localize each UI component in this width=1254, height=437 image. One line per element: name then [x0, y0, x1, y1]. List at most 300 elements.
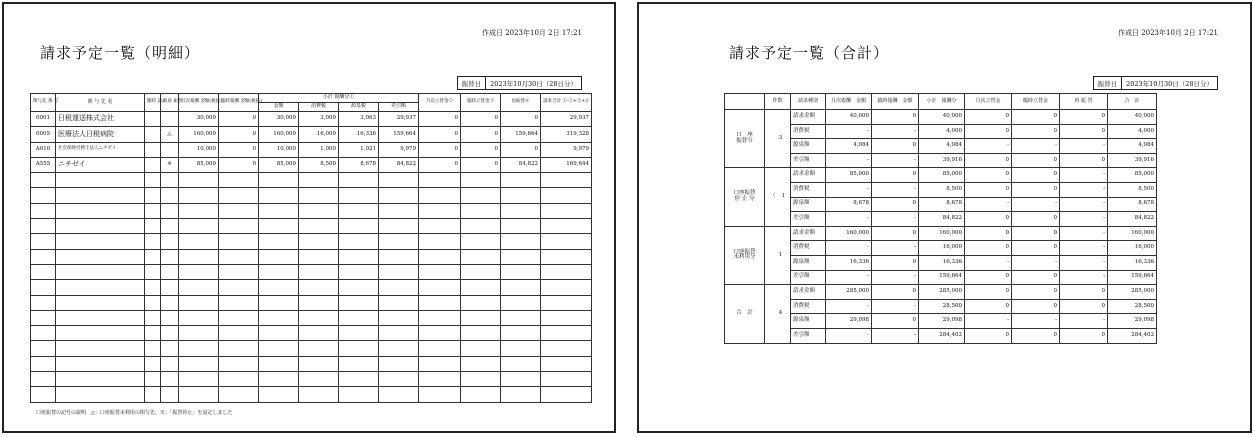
temp-advance-cell — [461, 203, 501, 218]
empty-row — [31, 219, 592, 234]
type-cell: 請求金額 — [791, 110, 826, 125]
empty-row — [31, 326, 592, 341]
monthly-fee-cell — [179, 280, 219, 295]
monthly-advance-cell: 0 — [965, 110, 1012, 125]
name-cell: ニチゼイ — [56, 157, 145, 172]
total-cell: 29,098 — [1108, 314, 1157, 329]
transfer-mark-cell — [161, 173, 179, 188]
code-cell: 0005 — [31, 127, 56, 142]
code-cell: A555 — [31, 157, 56, 172]
temp-advance-cell: 0 — [1012, 182, 1060, 197]
re-transfer-cell: - — [1060, 241, 1108, 256]
monthly-cell: 16,336 — [826, 255, 872, 270]
total-cell: 29,937 — [541, 112, 592, 127]
empty-row — [31, 264, 592, 279]
net-cell — [379, 188, 419, 203]
group-count-value: 1 — [778, 251, 783, 258]
code-cell — [31, 249, 56, 264]
subtotal-cell: 285,000 — [919, 285, 965, 300]
empty-row — [31, 280, 592, 295]
temp-cell: 0 — [872, 139, 919, 154]
total-cell: 84,822 — [1108, 212, 1157, 227]
monthly-cell: 40,000 — [826, 110, 872, 125]
temp-advance-cell — [461, 387, 501, 402]
transfer-mark-cell — [161, 203, 179, 218]
re-transfer-cell: 84,822 — [501, 157, 541, 172]
monthly-cell: - — [826, 328, 872, 343]
monthly-advance-cell: 0 — [965, 168, 1012, 183]
tax-cell — [299, 387, 339, 402]
header-amount: 金額 — [259, 103, 299, 112]
name-cell: 日税運送株式会社 — [56, 112, 145, 127]
empty-row — [31, 372, 592, 387]
monthly-cell: - — [826, 124, 872, 139]
re-transfer-cell — [501, 203, 541, 218]
code-cell — [31, 372, 56, 387]
monthly-cell: 4,084 — [826, 139, 872, 154]
group-count-value: 3 — [778, 134, 783, 141]
empty-row — [31, 295, 592, 310]
monthly-fee-cell: 30,000 — [179, 112, 219, 127]
total-cell — [541, 372, 592, 387]
re-transfer-cell: - — [1060, 212, 1108, 227]
monthly-fee-cell — [179, 264, 219, 279]
tax-cell — [299, 356, 339, 371]
net-cell — [379, 387, 419, 402]
re-transfer-cell: 0 — [1060, 285, 1108, 300]
re-transfer-cell: - — [1060, 182, 1108, 197]
monthly-cell: 8,678 — [826, 197, 872, 212]
transfer-mark-cell — [161, 387, 179, 402]
monthly-cell: 160,000 — [826, 226, 872, 241]
monthly-advance-cell — [419, 356, 461, 371]
detail-page — [2, 2, 616, 433]
temp-advance-cell: 0 — [1012, 241, 1060, 256]
temp-fee-cell: 0 — [219, 112, 259, 127]
subtotal-cell: 40,000 — [919, 110, 965, 125]
tax-cell: 16,000 — [299, 127, 339, 142]
temp-fee-cell — [219, 326, 259, 341]
temp-advance-cell: 0 — [461, 112, 501, 127]
re-transfer-cell: - — [1060, 197, 1108, 212]
temp-billing-cell — [145, 310, 161, 325]
header-subtotal-group: 小計 報酬分① — [259, 94, 419, 103]
header-temp-billing: 随時 請求 — [145, 94, 161, 112]
code-cell: 0001 — [31, 112, 56, 127]
type-cell: 源泉額 — [791, 139, 826, 154]
type-cell: 差引額 — [791, 153, 826, 168]
withholding-cell — [339, 173, 379, 188]
header-withholding: 源泉税 — [339, 103, 379, 112]
net-cell: 84,822 — [379, 157, 419, 172]
subtotal-cell: 28,500 — [919, 299, 965, 314]
table-row — [725, 226, 1157, 241]
temp-fee-cell — [219, 280, 259, 295]
net-cell — [379, 264, 419, 279]
withholding-cell — [339, 219, 379, 234]
type-cell: 源泉額 — [791, 255, 826, 270]
header-total: 合 計 — [1108, 94, 1157, 110]
group-count — [765, 226, 791, 284]
temp-advance-cell: 0 — [1012, 153, 1060, 168]
monthly-advance-cell — [419, 372, 461, 387]
temp-cell: 0 — [872, 168, 919, 183]
monthly-cell: - — [826, 299, 872, 314]
total-cell — [541, 234, 592, 249]
temp-advance-cell: - — [1012, 314, 1060, 329]
created-date: 作成日 2023年10月 2日 17:21 — [481, 29, 582, 37]
empty-row — [31, 203, 592, 218]
monthly-advance-cell: 0 — [965, 212, 1012, 227]
monthly-fee-cell — [179, 295, 219, 310]
temp-advance-cell: 0 — [1012, 285, 1060, 300]
amount-cell — [259, 173, 299, 188]
re-transfer-cell: 0 — [501, 142, 541, 157]
temp-advance-cell — [461, 356, 501, 371]
total-cell — [541, 280, 592, 295]
monthly-fee-cell — [179, 387, 219, 402]
temp-fee-cell — [219, 249, 259, 264]
header-temp-advance: 臨時立替金③ — [461, 94, 501, 112]
re-transfer-cell: 159,664 — [501, 127, 541, 142]
re-transfer-cell: 0 — [1060, 110, 1108, 125]
total-cell: 8,500 — [1108, 182, 1157, 197]
temp-cell: - — [872, 270, 919, 285]
temp-cell: 0 — [872, 314, 919, 329]
total-cell: 4,084 — [1108, 139, 1157, 154]
tax-cell: 8,500 — [299, 157, 339, 172]
withholding-cell: 8,678 — [339, 157, 379, 172]
net-cell — [379, 341, 419, 356]
monthly-fee-cell — [179, 356, 219, 371]
net-cell — [379, 356, 419, 371]
subtotal-cell: 85,000 — [919, 168, 965, 183]
temp-billing-cell — [145, 264, 161, 279]
amount-cell: 160,000 — [259, 127, 299, 142]
monthly-fee-cell — [179, 203, 219, 218]
temp-advance-cell: 0 — [1012, 110, 1060, 125]
temp-fee-cell — [219, 203, 259, 218]
name-cell — [56, 264, 145, 279]
type-cell: 差引額 — [791, 328, 826, 343]
code-cell — [31, 326, 56, 341]
total-cell: 39,916 — [1108, 153, 1157, 168]
temp-billing-cell — [145, 341, 161, 356]
monthly-advance-cell — [419, 341, 461, 356]
monthly-advance-cell: - — [965, 314, 1012, 329]
net-cell — [379, 310, 419, 325]
type-cell: 差引額 — [791, 212, 826, 227]
temp-advance-cell: 0 — [1012, 270, 1060, 285]
temp-advance-cell — [461, 173, 501, 188]
code-cell — [31, 280, 56, 295]
header-temp-advance: 臨時立替金 — [1012, 94, 1060, 110]
withholding-cell: 3,063 — [339, 112, 379, 127]
monthly-advance-cell: 0 — [965, 299, 1012, 314]
subtotal-cell: 16,336 — [919, 255, 965, 270]
re-transfer-cell — [501, 310, 541, 325]
re-transfer-cell — [501, 295, 541, 310]
name-cell — [56, 387, 145, 402]
total-cell: 159,664 — [1108, 270, 1157, 285]
code-cell — [31, 234, 56, 249]
amount-cell: 85,000 — [259, 157, 299, 172]
subtotal-cell: 160,000 — [919, 226, 965, 241]
group-label: 口座振替 未利用分 — [725, 226, 765, 284]
empty-row — [31, 387, 592, 402]
header-monthly-fee: 月次報酬 金額(税抜) — [179, 94, 219, 112]
header-account-transfer: 口座 振替 — [161, 94, 179, 112]
amount-cell — [259, 356, 299, 371]
temp-billing-cell — [145, 387, 161, 402]
monthly-advance-cell: - — [965, 255, 1012, 270]
monthly-advance-cell — [419, 203, 461, 218]
total-cell: 9,979 — [541, 142, 592, 157]
name-cell — [56, 341, 145, 356]
summary-table — [724, 93, 1157, 344]
table-row — [725, 285, 1157, 300]
subtotal-cell: 84,822 — [919, 212, 965, 227]
type-cell: 請求金額 — [791, 285, 826, 300]
monthly-fee-cell — [179, 219, 219, 234]
total-cell: 169,644 — [541, 157, 592, 172]
monthly-advance-cell: 0 — [965, 328, 1012, 343]
monthly-advance-cell: 0 — [965, 124, 1012, 139]
name-cell — [56, 326, 145, 341]
withholding-cell: 1,021 — [339, 142, 379, 157]
total-cell — [541, 188, 592, 203]
empty-row — [31, 188, 592, 203]
subtotal-cell: 16,000 — [919, 241, 965, 256]
transfer-mark-cell — [161, 310, 179, 325]
temp-advance-cell: 0 — [1012, 226, 1060, 241]
re-transfer-cell — [501, 234, 541, 249]
subtotal-cell: 159,664 — [919, 270, 965, 285]
temp-cell: 0 — [872, 226, 919, 241]
amount-cell — [259, 219, 299, 234]
monthly-fee-cell — [179, 249, 219, 264]
monthly-fee-cell — [179, 310, 219, 325]
header-code: 関与先 番 号 — [31, 94, 56, 112]
amount-cell — [259, 280, 299, 295]
total-cell — [541, 341, 592, 356]
re-transfer-cell: - — [1060, 270, 1108, 285]
header-temp-fee: 臨時報酬 金額(税抜) — [219, 94, 259, 112]
temp-fee-cell — [219, 173, 259, 188]
withholding-cell — [339, 295, 379, 310]
total-cell — [541, 249, 592, 264]
empty-row — [31, 310, 592, 325]
temp-fee-cell: 0 — [219, 142, 259, 157]
total-cell: 16,000 — [1108, 241, 1157, 256]
table-row — [31, 142, 592, 157]
monthly-advance-cell — [419, 280, 461, 295]
name-cell — [56, 203, 145, 218]
monthly-fee-cell — [179, 341, 219, 356]
monthly-fee-cell — [179, 326, 219, 341]
total-cell — [541, 387, 592, 402]
name-cell — [56, 234, 145, 249]
header-subtotal: 小計 報酬分 — [919, 94, 965, 110]
temp-billing-cell — [145, 356, 161, 371]
code-cell — [31, 356, 56, 371]
temp-advance-cell — [461, 188, 501, 203]
summary-page — [637, 2, 1252, 433]
tax-cell — [299, 264, 339, 279]
re-transfer-cell — [501, 387, 541, 402]
temp-billing-cell — [145, 142, 161, 157]
code-cell — [31, 295, 56, 310]
transfer-mark-cell — [161, 341, 179, 356]
temp-billing-cell — [145, 372, 161, 387]
monthly-advance-cell: 0 — [965, 182, 1012, 197]
re-transfer-cell: 0 — [1060, 299, 1108, 314]
header-temp: 臨時報酬 金額 — [872, 94, 919, 110]
tax-cell — [299, 280, 339, 295]
monthly-fee-cell — [179, 173, 219, 188]
header-re-transfer: 再振替④ — [501, 94, 541, 112]
temp-advance-cell: 0 — [461, 142, 501, 157]
monthly-cell: - — [826, 153, 872, 168]
monthly-advance-cell — [419, 264, 461, 279]
re-transfer-cell: - — [1060, 314, 1108, 329]
withholding-cell — [339, 249, 379, 264]
tax-cell — [299, 249, 339, 264]
monthly-advance-cell — [419, 295, 461, 310]
empty-row — [31, 249, 592, 264]
header-name: 関 与 先 名 — [56, 94, 145, 112]
page-title: 請求予定一覧（明細） — [40, 44, 201, 62]
total-cell — [541, 203, 592, 218]
group-count-value: 4 — [778, 309, 783, 316]
temp-advance-cell — [461, 341, 501, 356]
total-cell: 28,500 — [1108, 299, 1157, 314]
temp-cell: - — [872, 153, 919, 168]
header-count: 件数 — [765, 94, 791, 110]
monthly-advance-cell — [419, 234, 461, 249]
withholding-cell — [339, 387, 379, 402]
temp-advance-cell — [461, 249, 501, 264]
tax-cell: 1,000 — [299, 142, 339, 157]
page-title: 請求予定一覧（合計） — [729, 44, 890, 62]
transfer-mark-cell — [161, 219, 179, 234]
name-cell: 社会保険労務士法人ニチゼイ — [56, 142, 145, 157]
temp-advance-cell: 0 — [1012, 328, 1060, 343]
temp-billing-cell — [145, 280, 161, 295]
temp-fee-cell — [219, 188, 259, 203]
header-net: 差引額 — [379, 103, 419, 112]
amount-cell — [259, 341, 299, 356]
temp-billing-cell — [145, 326, 161, 341]
temp-cell: - — [872, 182, 919, 197]
table-row — [31, 127, 592, 142]
total-cell: 4,000 — [1108, 124, 1157, 139]
monthly-fee-cell — [179, 188, 219, 203]
temp-cell: - — [872, 299, 919, 314]
temp-fee-cell — [219, 387, 259, 402]
amount-cell — [259, 326, 299, 341]
temp-fee-cell — [219, 341, 259, 356]
amount-cell — [259, 372, 299, 387]
temp-billing-cell — [145, 295, 161, 310]
transfer-mark-cell — [161, 249, 179, 264]
amount-cell: 30,000 — [259, 112, 299, 127]
temp-billing-cell — [145, 249, 161, 264]
name-cell — [56, 372, 145, 387]
monthly-advance-cell: - — [965, 197, 1012, 212]
total-cell — [541, 219, 592, 234]
net-cell — [379, 249, 419, 264]
empty-row — [31, 173, 592, 188]
monthly-advance-cell: 0 — [965, 270, 1012, 285]
monthly-advance-cell: 0 — [419, 127, 461, 142]
amount-cell — [259, 310, 299, 325]
name-cell — [56, 188, 145, 203]
transfer-date-box — [457, 76, 582, 90]
temp-billing-cell — [145, 234, 161, 249]
temp-fee-cell — [219, 372, 259, 387]
name-cell — [56, 295, 145, 310]
type-cell: 請求金額 — [791, 168, 826, 183]
transfer-date-value: 2023年10月30日（28日分） — [1122, 77, 1218, 90]
name-cell — [56, 249, 145, 264]
table-row — [725, 110, 1157, 125]
monthly-cell: - — [826, 212, 872, 227]
monthly-cell: 285,000 — [826, 285, 872, 300]
transfer-date-label: 振替日 — [457, 77, 486, 90]
temp-cell: - — [872, 124, 919, 139]
net-cell — [379, 326, 419, 341]
type-cell: 源泉額 — [791, 314, 826, 329]
net-cell — [379, 280, 419, 295]
transfer-date-value: 2023年10月30日（28日分） — [486, 77, 582, 90]
re-transfer-cell: - — [1060, 226, 1108, 241]
total-cell: 16,336 — [1108, 255, 1157, 270]
temp-fee-cell — [219, 356, 259, 371]
re-transfer-cell: - — [1060, 255, 1108, 270]
header-total: 請求合計 ①-②+③+④ — [541, 94, 592, 112]
type-cell: 消費税 — [791, 124, 826, 139]
group-count — [765, 168, 791, 226]
transfer-mark-cell — [161, 326, 179, 341]
monthly-advance-cell: 0 — [965, 285, 1012, 300]
withholding-cell — [339, 280, 379, 295]
header-type: 請求種別 — [791, 94, 826, 110]
table-row — [31, 112, 592, 127]
total-cell — [541, 264, 592, 279]
re-transfer-cell: 0 — [1060, 124, 1108, 139]
re-transfer-cell: 0 — [501, 112, 541, 127]
temp-advance-cell: 0 — [461, 157, 501, 172]
monthly-advance-cell: 0 — [965, 241, 1012, 256]
net-cell — [379, 203, 419, 218]
withholding-cell: 16,336 — [339, 127, 379, 142]
tax-cell — [299, 173, 339, 188]
withholding-cell — [339, 234, 379, 249]
header-monthly-advance: 月次立替金② — [419, 94, 461, 112]
group-label: 口座振替 停 止 分 — [725, 168, 765, 226]
code-cell — [31, 188, 56, 203]
monthly-advance-cell: 0 — [419, 157, 461, 172]
table-row — [31, 157, 592, 172]
transfer-mark-cell — [161, 188, 179, 203]
transfer-mark-cell — [161, 112, 179, 127]
temp-billing-cell — [145, 157, 161, 172]
re-transfer-cell — [501, 219, 541, 234]
tax-cell — [299, 326, 339, 341]
monthly-cell: 29,098 — [826, 314, 872, 329]
total-cell — [541, 356, 592, 371]
